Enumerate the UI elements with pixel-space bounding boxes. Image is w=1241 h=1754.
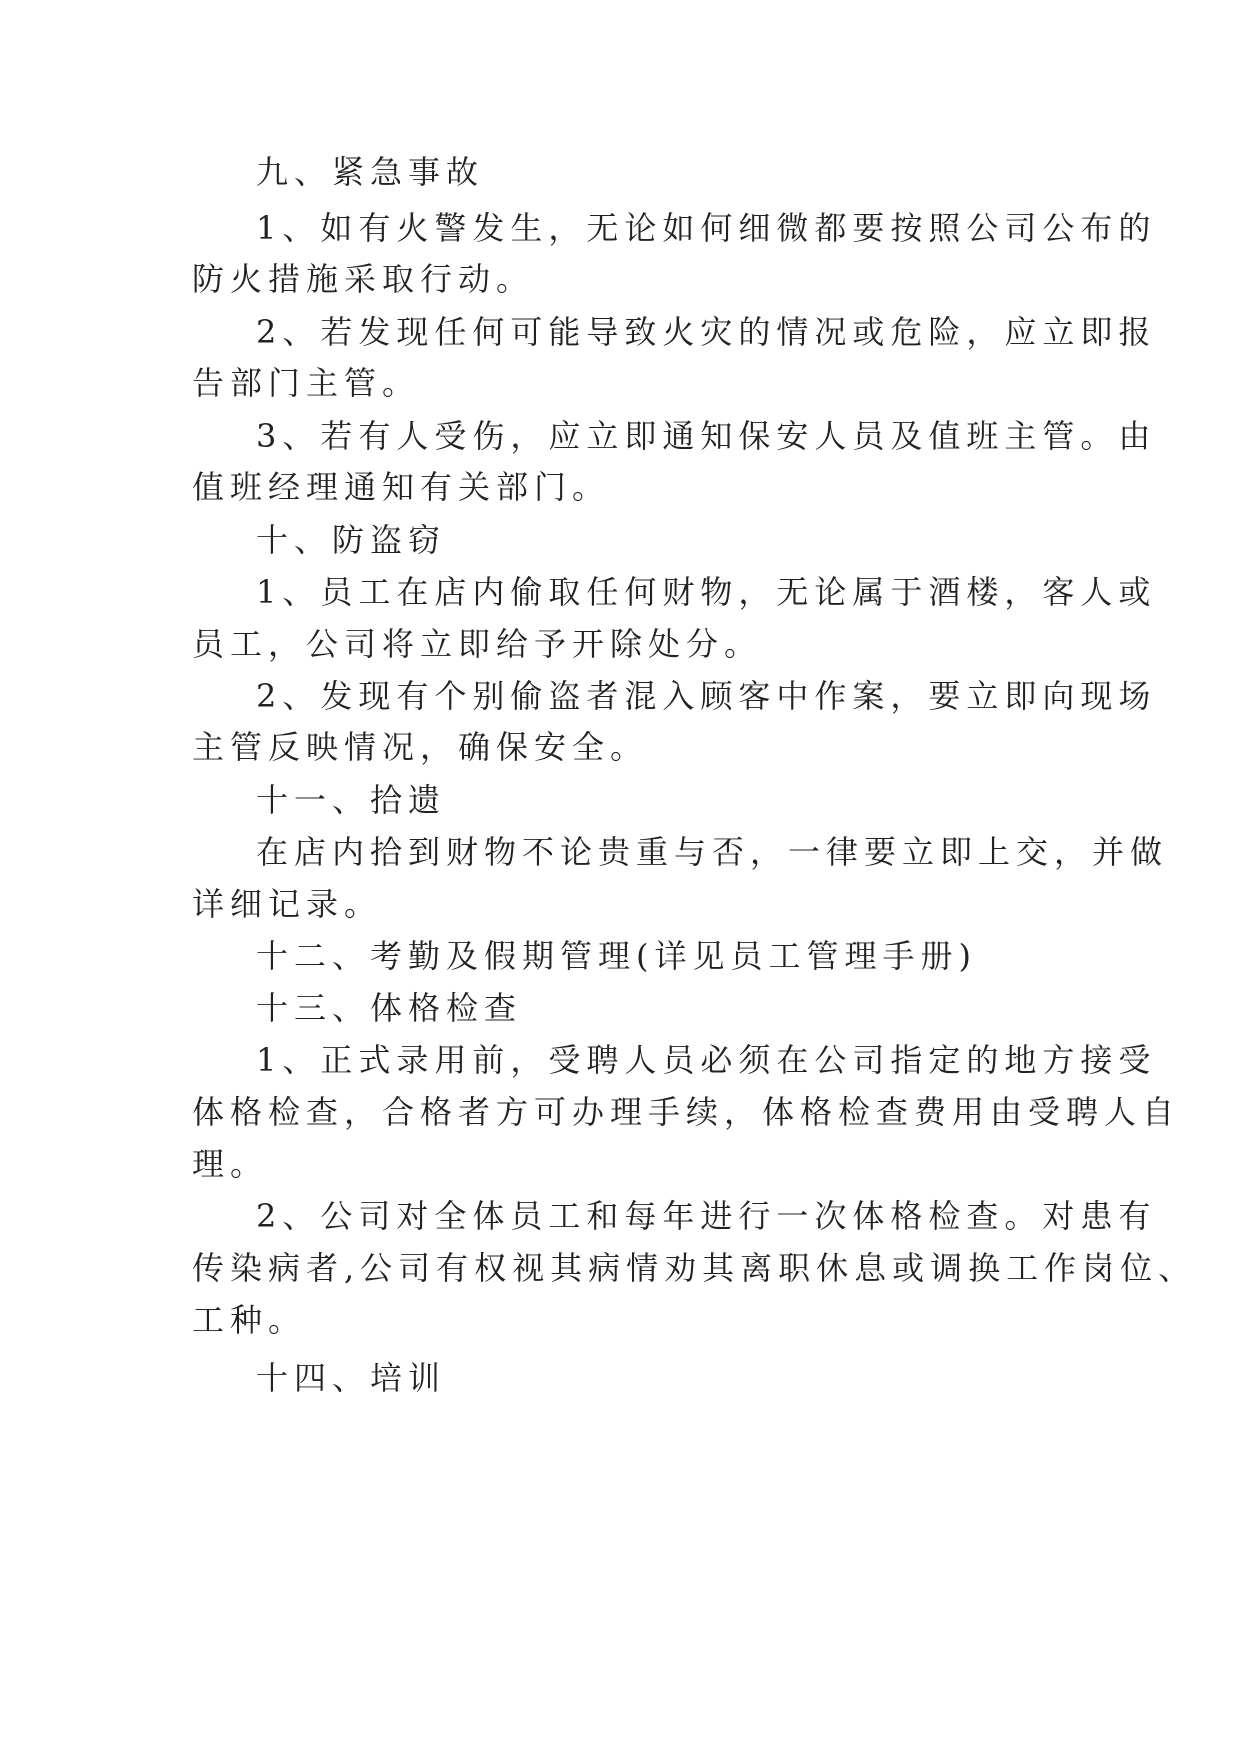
paragraph-line: 2、若发现任何可能导致火灾的情况或危险，应立即报 xyxy=(256,313,1157,351)
paragraph-line: 1、如有火警发生，无论如何细微都要按照公司公布的 xyxy=(256,209,1157,247)
paragraph-line: 2、公司对全体员工和每年进行一次体格检查。对患有 xyxy=(256,1197,1157,1235)
paragraph-line: 值班经理通知有关部门。 xyxy=(192,468,611,506)
paragraph-line: 传染病者,公司有权视其病情劝其离职休息或调换工作岗位、 xyxy=(192,1249,1197,1287)
paragraph-line: 工种。 xyxy=(192,1301,307,1339)
section-heading: 十一、拾遗 xyxy=(256,781,447,819)
section-heading: 十二、考勤及假期管理(详见员工管理手册) xyxy=(256,937,977,975)
paragraph-line: 理。 xyxy=(192,1145,269,1183)
section-heading: 十三、体格检查 xyxy=(256,989,523,1027)
paragraph-line: 防火措施采取行动。 xyxy=(192,260,535,298)
paragraph-line: 2、发现有个别偷盗者混入顾客中作案，要立即向现场 xyxy=(256,677,1157,715)
paragraph-line: 1、员工在店内偷取任何财物，无论属于酒楼，客人或 xyxy=(256,573,1157,611)
paragraph-line: 1、正式录用前，受聘人员必须在公司指定的地方接受 xyxy=(256,1041,1157,1079)
paragraph-line: 在店内拾到财物不论贵重与否，一律要立即上交，并做 xyxy=(256,833,1169,871)
paragraph-line: 主管反映情况，确保安全。 xyxy=(192,728,649,766)
paragraph-line: 3、若有人受伤，应立即通知保安人员及值班主管。由 xyxy=(256,417,1157,455)
section-heading: 十、防盗窃 xyxy=(256,521,447,559)
section-heading: 九、紧急事故 xyxy=(256,153,485,191)
paragraph-line: 员工，公司将立即给予开除处分。 xyxy=(192,625,763,663)
paragraph-line: 详细记录。 xyxy=(192,885,383,923)
paragraph-line: 告部门主管。 xyxy=(192,364,421,402)
paragraph-line: 体格检查，合格者方可办理手续，体格检查费用由受聘人自 xyxy=(192,1093,1181,1131)
section-heading: 十四、培训 xyxy=(256,1359,447,1397)
